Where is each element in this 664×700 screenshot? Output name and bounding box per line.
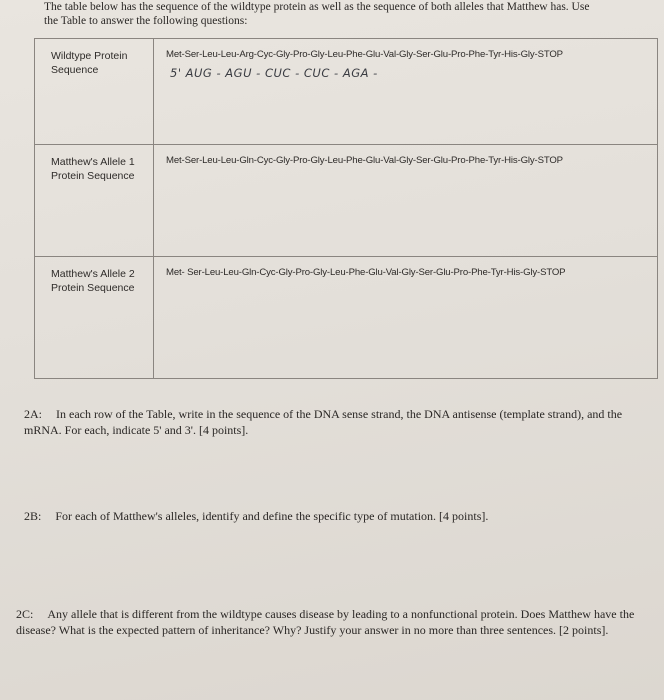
table-row-allele-1 xyxy=(35,145,658,257)
row-label-wildtype: Wildtype Protein Sequence xyxy=(51,50,128,76)
handwritten-mrna: 5' AUG - AGU - CUC - CUC - AGA - xyxy=(170,66,378,80)
intro-text: The table below has the sequence of the wildtype protein as well as the sequence of both alleles that Matthew has. Use the Table to answer the following questions: xyxy=(44,1,590,27)
table-row-allele-2 xyxy=(35,257,658,379)
question-2c-number: 2C: xyxy=(16,607,34,621)
question-2b-number: 2B: xyxy=(24,509,42,523)
question-2c-text: Any allele that is different from the wildtype causes disease by leading to a nonfunctional protein. Does Matthew have the disease? What is the expected pattern of inheritance? Why? Justify your answer in no more than three sentences. [2 points]. xyxy=(16,607,635,637)
table-row-wildtype xyxy=(35,39,658,145)
question-2b-text: For each of Matthew's alleles, identify and define the specific type of mutation. [4 points]. xyxy=(55,509,489,523)
question-2a-number: 2A: xyxy=(24,407,42,421)
question-2b xyxy=(24,508,624,524)
row-label-allele-1: Matthew's Allele 1 Protein Sequence xyxy=(51,156,135,182)
allele-1-sequence: Met-Ser-Leu-Leu-Gln-Cyc-Gly-Pro-Gly-Leu-Phe-Glu-Val-Gly-Ser-Glu-Pro-Phe-Tyr-His-Gly-STOP xyxy=(166,155,563,166)
row-label-allele-2: Matthew's Allele 2 Protein Sequence xyxy=(51,268,135,294)
question-2a xyxy=(24,406,624,438)
question-2c xyxy=(16,606,642,638)
sequence-table xyxy=(34,38,658,379)
wildtype-sequence: Met-Ser-Leu-Leu-Arg-Cyc-Gly-Pro-Gly-Leu-Phe-Glu-Val-Gly-Ser-Glu-Pro-Phe-Tyr-His-Gly-STOP xyxy=(166,49,563,60)
question-2a-text: In each row of the Table, write in the sequence of the DNA sense strand, the DNA antisense (template strand), and the mRNA. For each, indicate 5' and 3'. [4 points]. xyxy=(24,407,623,437)
allele-2-sequence: Met- Ser-Leu-Leu-Gln-Cyc-Gly-Pro-Gly-Leu-Phe-Glu-Val-Gly-Ser-Glu-Pro-Phe-Tyr-His-Gly-STOP xyxy=(166,267,566,278)
